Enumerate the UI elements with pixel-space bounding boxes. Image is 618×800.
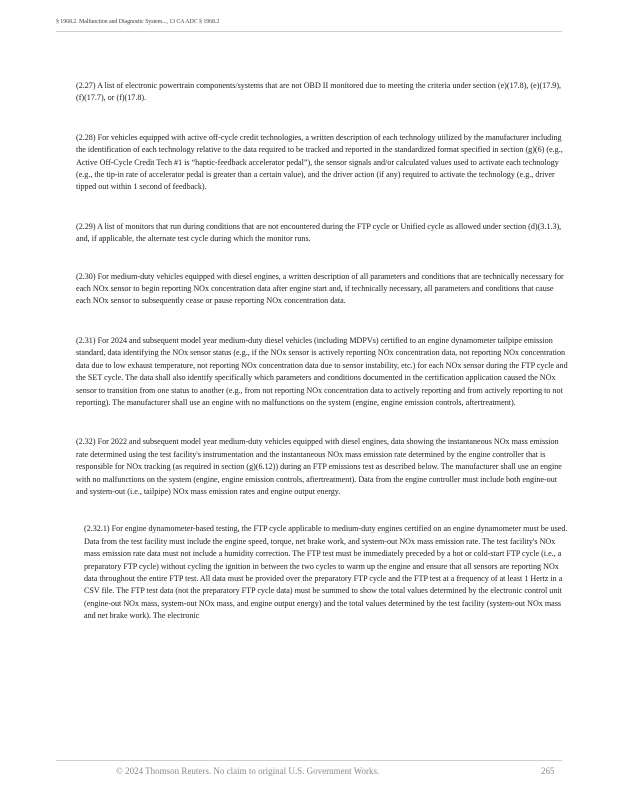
page-number: 265 [541,766,555,776]
paragraph-2-31: (2.31) For 2024 and subsequent model year medium-duty diesel vehicles (including MDPVs) certified to an engine dynamometer tailpipe emission standard, data identifying the NOx sensor status (e.g., if the NOx sensor is actively reporting NOx concentration data, not reporting NOx concentration data due to low exhaust temperature, not reporting NOx concentration data due to sensor instability, etc.) for each NOx sensor during the FTP cycle and the SET cycle. The data shall also identify specifically which parameters and conditions documented in the certification application caused the NOx sensor to transition from one status to another (e.g., from not reporting NOx concentration data to actively reporting and from actively reporting to not reporting). The manufacturer shall use an engine with no malfunctions on the system (engine, engine emission controls, aftertreatment). [76,335,568,407]
document-body [76,80,568,623]
paragraph-2-28: (2.28) For vehicles equipped with active off-cycle credit technologies, a written description of each technology utilized by the manufacturer including the identification of each technology relative to the data required to be tracked and reported in the standardized format specified in section (g)(6) (e.g., Active Off-Cycle Credit Tech #1 is “haptic-feedback accelerator pedal”), the sensor signals and/or calculated values used to activate each technology (e.g., the tip-in rate of accelerator pedal is greater than a certain value), and the driver action (if any) required to activate the technology (e.g., driver tipped out within 1 second of feedback). [76,132,563,192]
page-header [56,19,562,32]
footer-divider [56,760,562,761]
paragraph-2-27: (2.27) A list of electronic powertrain components/systems that are not OBD II monitored due to meeting the criteria under section (e)(17.8), (e)(17.9), (f)(17.7), or (f)(17.8). [76,81,562,103]
paragraph-2-29: (2.29) A list of monitors that run during conditions that are not encountered during the FTP cycle or Unified cycle as allowed under section (d)(3.1.3), and, if applicable, the alternate test cycle during which the monitor runs. [76,221,562,244]
footer-copyright: © 2024 Thomson Reuters. No claim to original U.S. Government Works. [116,766,380,776]
paragraph-2-30: (2.30) For medium-duty vehicles equipped with diesel engines, a written description of all parameters and conditions that are technically necessary for each NOx sensor to begin reporting NOx concentration data after engine start and, if technically necessary, all parameters and conditions that cause each NOx sensor to subsequently cease or pause reporting NOx concentration data. [76,271,564,306]
paragraph-2-32: (2.32) For 2022 and subsequent model year medium-duty vehicles equipped with diesel engines, data showing the instantaneous NOx mass emission rate determined using the test facility's instrumentation and the instantaneous NOx mass emission rate determined by the engine controller that is responsible for NOx tracking (as required in section (g)(6.12)) during an FTP emissions test as described below. The manufacturer shall use an engine with no malfunctions on the system (engine, engine emission controls, aftertreatment). Data from the engine controller must include both engine-out and system-out (i.e., tailpipe) NOx mass emission rates and engine output energy. [76,437,562,496]
header-citation: § 1968.2. Malfunction and Diagnostic System..., 13 CA ADC § 1968.2 [56,19,220,25]
paragraph-2-32-1: (2.32.1) For engine dynamometer-based testing, the FTP cycle applicable to medium-duty engines certified on an engine dynamometer must be used. Data from the test facility must include the engine speed, torque, net brake work, and system-out NOx mass emission rate. The test facility's NOx mass emission rate data must not include a humidity correction. The FTP test must be immediately preceded by a hot or cold-start FTP cycle (i.e., a preparatory FTP cycle) without cycling the ignition in between the two cycles to warm up the engine and ensure that all sensors are reporting NOx data throughout the entire FTP test. All data must be provided over the preparatory FTP cycle and the FTP test at a frequency of at least 1 Hertz in a CSV file. The FTP test data (not the preparatory FTP cycle data) must be summed to show the total values determined by the electronic control unit (engine-out NOx mass, system-out NOx mass, and engine output energy) and the total values determined by the test facility (system-out NOx mass and net brake work). The electronic [84,524,568,621]
